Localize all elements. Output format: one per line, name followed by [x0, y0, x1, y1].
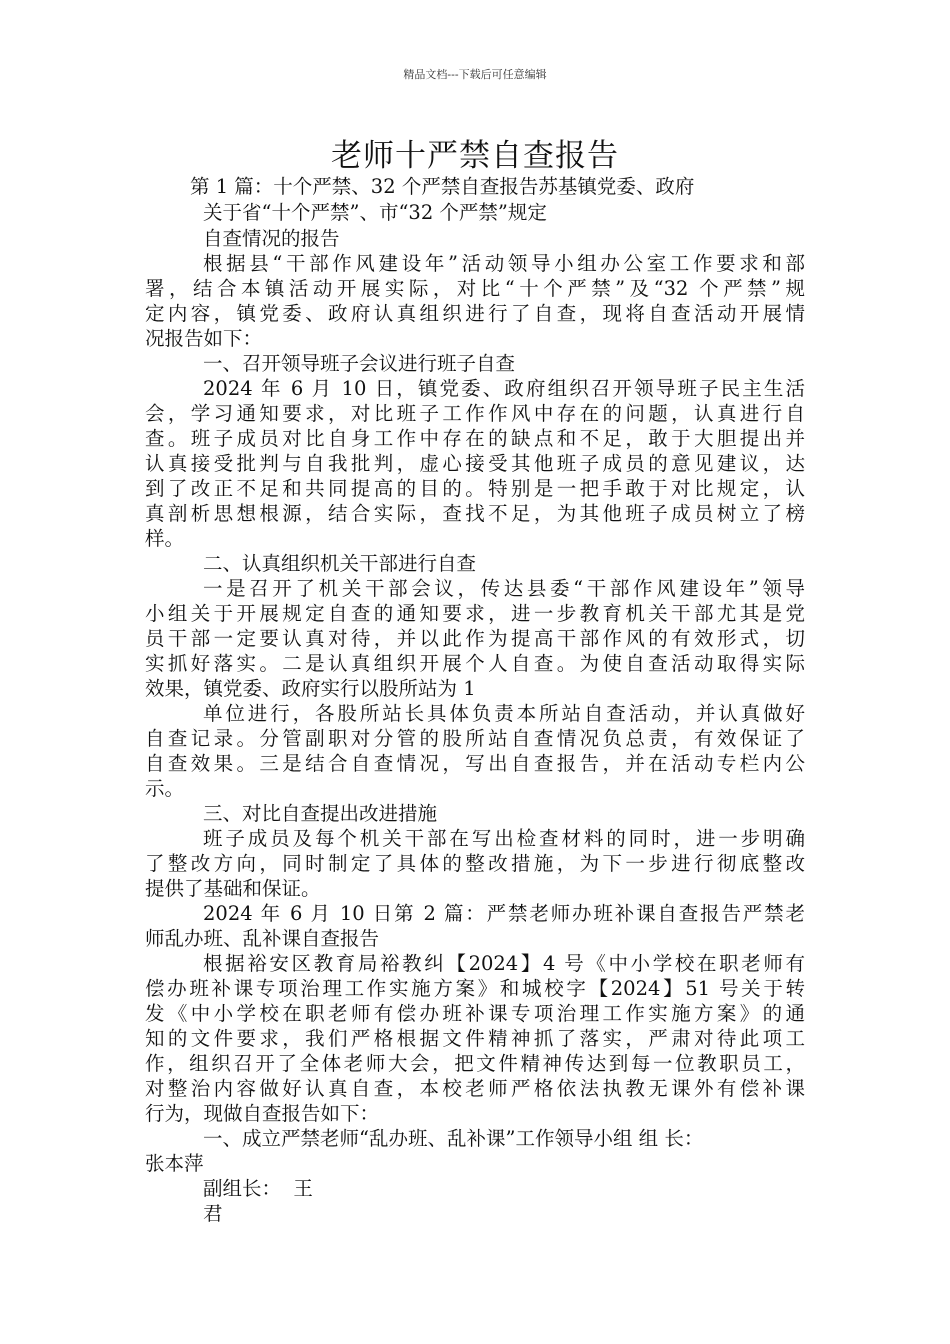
body-line: 班子成员及每个机关干部在写出检查材料的同时，进一步明确: [203, 827, 805, 850]
body-line: 到了改正不足和共同提高的目的。特别是一把手敢于对比规定，认: [145, 477, 805, 500]
section-heading: 二、认真组织机关干部进行自查: [203, 552, 477, 575]
body-line: 行为，现做自查报告如下：: [145, 1102, 380, 1125]
body-line: 效果，镇党委、政府实行以股所站为 1: [145, 677, 476, 700]
body-line: 定内容，镇党委、政府认真组织进行了自查，现将自查活动开展情: [145, 302, 805, 325]
body-line: 发《中小学校在职老师有偿办班补课专项治理工作实施方案》的通: [145, 1002, 805, 1025]
body-line: 样。: [145, 527, 185, 550]
body-line: 2024 年 6 月 10 日第 2 篇：严禁老师办班补课自查报告严禁老: [203, 902, 805, 925]
body-line: 自查效果。三是结合自查情况，写出自查报告，并在活动专栏内公: [145, 752, 805, 775]
body-line: 2024 年 6 月 10 日，镇党委、政府组织召开领导班子民主生活: [203, 377, 805, 400]
body-line: 实抓好落实。二是认真组织开展个人自查。为使自查活动取得实际: [145, 652, 805, 675]
body-line: 根据裕安区教育局裕教纠【2024】4 号《中小学校在职老师有: [203, 952, 805, 975]
body-line: 真剖析思想根源，结合实际，查找不足，为其他班子成员树立了榜: [145, 502, 805, 525]
body-line: 查。班子成员对比自身工作中存在的缺点和不足，敢于大胆提出并: [145, 427, 805, 450]
body-line: 自查情况的报告: [203, 227, 340, 250]
section-heading: 一、成立严禁老师“乱办班、乱补课”工作领导小组 组 长：: [203, 1127, 704, 1150]
body-line: 张本萍: [145, 1152, 204, 1175]
body-line: 署，结合本镇活动开展实际，对比“十个严禁”及“32 个严禁”规: [145, 277, 805, 300]
document-title: 老师十严禁自查报告: [331, 138, 619, 174]
section-heading: 三、对比自查提出改进措施: [203, 802, 438, 825]
body-line: 根据县“干部作风建设年”活动领导小组办公室工作要求和部: [203, 252, 805, 275]
body-line: 作，组织召开了全体老师大会，把文件精神传达到每一位教职员工，: [145, 1052, 805, 1075]
body-line: 提供了基础和保证。: [145, 877, 321, 900]
body-line: 师乱办班、乱补课自查报告: [145, 927, 380, 950]
section-heading: 一、召开领导班子会议进行班子自查: [203, 352, 516, 375]
body-line: 员干部一定要认真对待，并以此作为提高干部作风的有效形式，切: [145, 627, 805, 650]
page-header: 精品文档---下载后可任意编辑: [403, 68, 547, 81]
body-line: 关于省“十个严禁”、市“32 个严禁”规定: [203, 201, 547, 224]
body-line: 副组长： 王: [203, 1177, 313, 1200]
body-line: 自查记录。分管副职对分管的股所站自查情况负总责，有效保证了: [145, 727, 805, 750]
body-line: 对整治内容做好认真自查，本校老师严格依法执教无课外有偿补课: [145, 1077, 805, 1100]
body-line: 况报告如下：: [145, 327, 263, 350]
body-line: 会，学习通知要求，对比班子工作作风中存在的问题，认真进行自: [145, 402, 805, 425]
body-line: 一是召开了机关干部会议，传达县委“干部作风建设年”领导: [203, 577, 805, 600]
body-line: 示。: [145, 777, 185, 800]
body-line: 了整改方向，同时制定了具体的整改措施，为下一步进行彻底整改: [145, 852, 805, 875]
body-line: 偿办班补课专项治理工作实施方案》和城校字【2024】51 号关于转: [145, 977, 805, 1000]
body-line: 小组关于开展规定自查的通知要求，进一步教育机关干部尤其是党: [145, 602, 805, 625]
body-line: 知的文件要求，我们严格根据文件精神抓了落实，严肃对待此项工: [145, 1027, 805, 1050]
body-line: 第 1 篇：十个严禁、32 个严禁自查报告苏基镇党委、政府: [190, 175, 695, 198]
body-line: 单位进行，各股所站长具体负责本所站自查活动，并认真做好: [203, 702, 805, 725]
body-line: 认真接受批判与自我批判，虚心接受其他班子成员的意见建议，达: [145, 452, 805, 475]
body-line: 君: [203, 1202, 223, 1225]
